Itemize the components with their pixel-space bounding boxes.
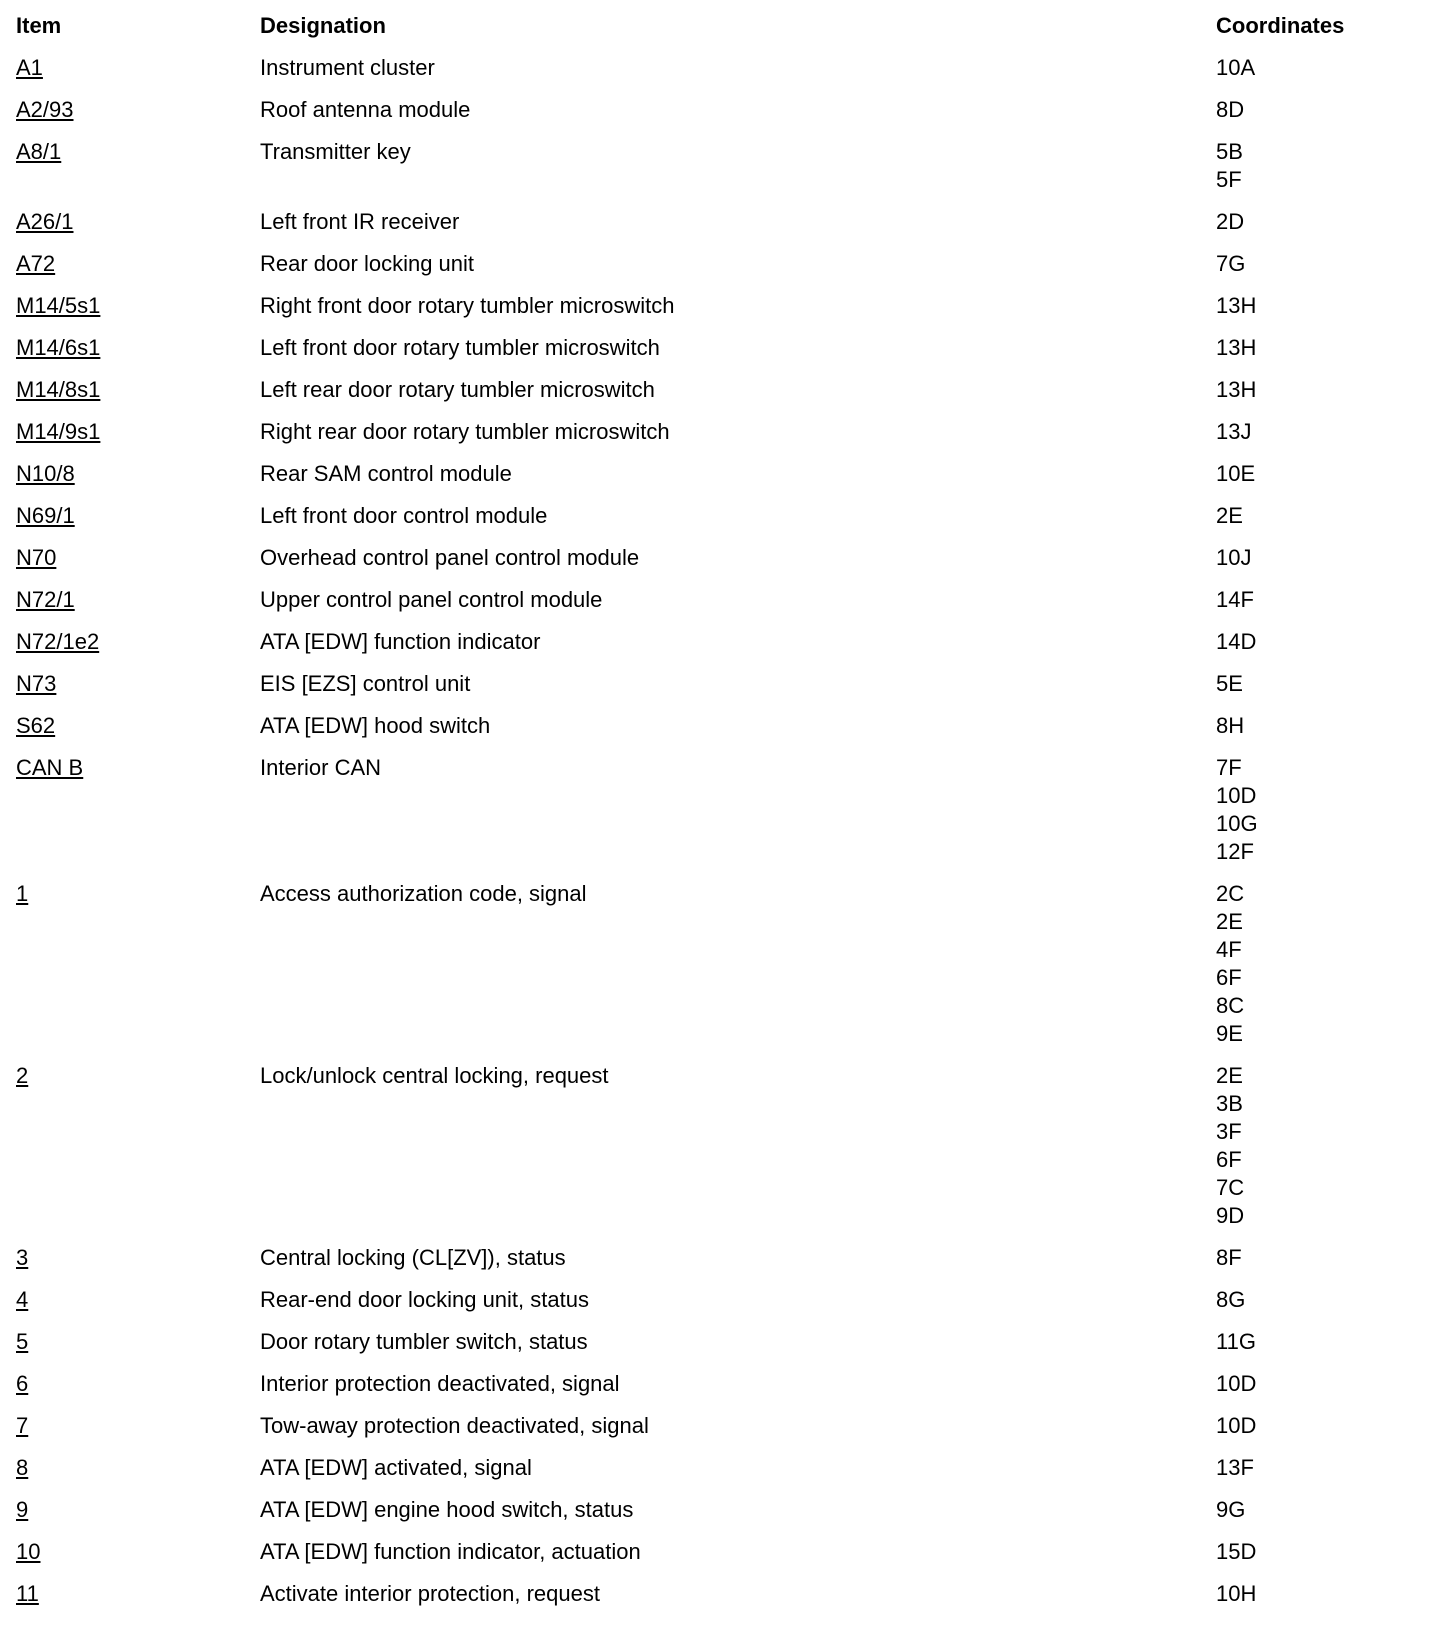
coordinate-value: 9D bbox=[1216, 1203, 1245, 1228]
coordinate-value: 10D bbox=[1216, 783, 1257, 808]
table-body bbox=[16, 54, 1426, 1622]
designation-cell: Right front door rotary tumbler microswitch bbox=[260, 293, 675, 318]
coordinate-value: 10A bbox=[1216, 55, 1256, 80]
item-cell bbox=[16, 96, 260, 124]
coordinate-value: 8C bbox=[1216, 993, 1245, 1018]
item-link[interactable]: 5 bbox=[16, 1329, 29, 1354]
item-link[interactable]: 2 bbox=[16, 1063, 29, 1088]
header-coordinates: Coordinates bbox=[1216, 13, 1345, 38]
coordinate-value: 2C bbox=[1216, 881, 1245, 906]
designation-cell: ATA [EDW] function indicator bbox=[260, 629, 541, 654]
header-designation: Designation bbox=[260, 13, 386, 38]
item-link[interactable]: A2/93 bbox=[16, 97, 74, 122]
designation-cell: Left front IR receiver bbox=[260, 209, 460, 234]
coordinate-value: 13F bbox=[1216, 1455, 1254, 1480]
coordinates-cell bbox=[1216, 1062, 1426, 1230]
item-cell bbox=[16, 1412, 260, 1440]
coordinate-value: 10D bbox=[1216, 1371, 1257, 1396]
item-cell bbox=[16, 586, 260, 614]
table-row bbox=[16, 670, 1426, 712]
coordinates-cell bbox=[1216, 670, 1426, 698]
coordinates-cell bbox=[1216, 1412, 1426, 1440]
table-row bbox=[16, 544, 1426, 586]
designation-cell: Rear SAM control module bbox=[260, 461, 512, 486]
designation-cell: Rear door locking unit bbox=[260, 251, 475, 276]
item-link[interactable]: A1 bbox=[16, 55, 43, 80]
table-row bbox=[16, 502, 1426, 544]
item-link[interactable]: N10/8 bbox=[16, 461, 75, 486]
coordinates-cell bbox=[1216, 1286, 1426, 1314]
item-link[interactable]: 11 bbox=[16, 1581, 39, 1606]
table-row bbox=[16, 250, 1426, 292]
table-header bbox=[16, 12, 1426, 54]
coordinate-value: 10G bbox=[1216, 811, 1258, 836]
table-row bbox=[16, 1244, 1426, 1286]
coordinate-value: 5E bbox=[1216, 671, 1243, 696]
coordinates-cell bbox=[1216, 418, 1426, 446]
item-cell bbox=[16, 1496, 260, 1524]
item-cell bbox=[16, 1580, 260, 1608]
item-link[interactable]: N70 bbox=[16, 545, 57, 570]
designation-cell: Tow-away protection deactivated, signal bbox=[260, 1413, 649, 1438]
item-link[interactable]: 1 bbox=[16, 881, 29, 906]
coordinate-value: 6F bbox=[1216, 1147, 1242, 1172]
item-link[interactable]: 4 bbox=[16, 1287, 29, 1312]
coordinates-cell bbox=[1216, 96, 1426, 124]
table-row bbox=[16, 1370, 1426, 1412]
table-row bbox=[16, 208, 1426, 250]
designation-cell: Left rear door rotary tumbler microswitch bbox=[260, 377, 655, 402]
item-cell bbox=[16, 1062, 260, 1090]
designation-cell: Activate interior protection, request bbox=[260, 1581, 600, 1606]
table-row bbox=[16, 880, 1426, 1062]
coordinates-cell bbox=[1216, 292, 1426, 320]
item-link[interactable]: N72/1 bbox=[16, 587, 75, 612]
item-link[interactable]: 7 bbox=[16, 1413, 29, 1438]
item-link[interactable]: 8 bbox=[16, 1455, 29, 1480]
designation-cell: Overhead control panel control module bbox=[260, 545, 640, 570]
coordinate-value: 9G bbox=[1216, 1497, 1246, 1522]
coordinates-cell bbox=[1216, 1244, 1426, 1272]
designation-cell: Rear-end door locking unit, status bbox=[260, 1287, 589, 1312]
coordinates-cell bbox=[1216, 502, 1426, 530]
coordinate-value: 5B bbox=[1216, 139, 1243, 164]
table-row bbox=[16, 376, 1426, 418]
coordinate-value: 15D bbox=[1216, 1539, 1257, 1564]
item-link[interactable]: A8/1 bbox=[16, 139, 62, 164]
coordinates-cell bbox=[1216, 334, 1426, 362]
coordinate-value: 8G bbox=[1216, 1287, 1246, 1312]
item-cell bbox=[16, 1286, 260, 1314]
coordinate-value: 10H bbox=[1216, 1581, 1257, 1606]
item-cell bbox=[16, 334, 260, 362]
item-cell bbox=[16, 54, 260, 82]
table-row bbox=[16, 460, 1426, 502]
item-cell bbox=[16, 460, 260, 488]
coordinates-cell bbox=[1216, 138, 1426, 194]
coordinate-value: 13J bbox=[1216, 419, 1252, 444]
item-link[interactable]: 10 bbox=[16, 1539, 41, 1564]
item-cell bbox=[16, 208, 260, 236]
item-cell bbox=[16, 376, 260, 404]
designation-cell: Interior CAN bbox=[260, 755, 382, 780]
table-row bbox=[16, 334, 1426, 376]
designation-cell: Upper control panel control module bbox=[260, 587, 603, 612]
coordinates-cell bbox=[1216, 1328, 1426, 1356]
coordinates-cell bbox=[1216, 880, 1426, 1048]
coordinates-cell bbox=[1216, 712, 1426, 740]
coordinates-cell bbox=[1216, 54, 1426, 82]
designation-cell: Left front door control module bbox=[260, 503, 548, 528]
item-link[interactable]: M14/9s1 bbox=[16, 419, 101, 444]
item-cell bbox=[16, 250, 260, 278]
designation-cell: Central locking (CL[ZV]), status bbox=[260, 1245, 566, 1270]
table-row bbox=[16, 1538, 1426, 1580]
item-link[interactable]: 3 bbox=[16, 1245, 29, 1270]
item-cell bbox=[16, 712, 260, 740]
designation-cell: ATA [EDW] activated, signal bbox=[260, 1455, 532, 1480]
coordinate-value: 2D bbox=[1216, 209, 1245, 234]
coordinates-cell bbox=[1216, 460, 1426, 488]
coordinates-cell bbox=[1216, 376, 1426, 404]
item-cell bbox=[16, 1370, 260, 1398]
item-cell bbox=[16, 1328, 260, 1356]
item-link[interactable]: N69/1 bbox=[16, 503, 75, 528]
coordinate-value: 3F bbox=[1216, 1119, 1242, 1144]
coordinates-cell bbox=[1216, 1580, 1426, 1608]
coordinate-value: 10J bbox=[1216, 545, 1252, 570]
item-link[interactable]: 6 bbox=[16, 1371, 29, 1396]
item-link[interactable]: A26/1 bbox=[16, 209, 74, 234]
coordinates-cell bbox=[1216, 208, 1426, 236]
coordinate-value: 13H bbox=[1216, 377, 1257, 402]
designation-cell: ATA [EDW] engine hood switch, status bbox=[260, 1497, 634, 1522]
coordinate-value: 3B bbox=[1216, 1091, 1243, 1116]
item-link[interactable]: 9 bbox=[16, 1497, 29, 1522]
item-link[interactable]: S62 bbox=[16, 713, 56, 738]
item-link[interactable]: M14/5s1 bbox=[16, 293, 101, 318]
legend-table bbox=[16, 12, 1426, 1622]
coordinate-value: 8D bbox=[1216, 97, 1245, 122]
item-cell bbox=[16, 418, 260, 446]
item-link[interactable]: CAN B bbox=[16, 755, 84, 780]
designation-cell: Left front door rotary tumbler microswitch bbox=[260, 335, 660, 360]
coordinates-cell bbox=[1216, 754, 1426, 866]
table-row bbox=[16, 96, 1426, 138]
table-row bbox=[16, 138, 1426, 208]
designation-cell: Door rotary tumbler switch, status bbox=[260, 1329, 588, 1354]
item-cell bbox=[16, 292, 260, 320]
designation-cell: Interior protection deactivated, signal bbox=[260, 1371, 620, 1396]
table-row bbox=[16, 1062, 1426, 1244]
coordinates-cell bbox=[1216, 250, 1426, 278]
coordinate-value: 14D bbox=[1216, 629, 1257, 654]
table-row bbox=[16, 1580, 1426, 1622]
item-cell bbox=[16, 138, 260, 166]
designation-cell: Access authorization code, signal bbox=[260, 881, 587, 906]
coordinate-value: 6F bbox=[1216, 965, 1242, 990]
coordinate-value: 10E bbox=[1216, 461, 1256, 486]
item-cell bbox=[16, 628, 260, 656]
coordinate-value: 9E bbox=[1216, 1021, 1243, 1046]
designation-cell: Instrument cluster bbox=[260, 55, 435, 80]
table-row bbox=[16, 712, 1426, 754]
table-row bbox=[16, 628, 1426, 670]
coordinate-value: 14F bbox=[1216, 587, 1254, 612]
coordinates-cell bbox=[1216, 1496, 1426, 1524]
item-cell bbox=[16, 670, 260, 698]
item-cell bbox=[16, 880, 260, 908]
table-row bbox=[16, 1328, 1426, 1370]
designation-cell: EIS [EZS] control unit bbox=[260, 671, 471, 696]
item-cell bbox=[16, 1454, 260, 1482]
coordinate-value: 2E bbox=[1216, 1063, 1243, 1088]
coordinate-value: 4F bbox=[1216, 937, 1242, 962]
item-link[interactable]: N73 bbox=[16, 671, 57, 696]
coordinates-cell bbox=[1216, 544, 1426, 572]
table-row bbox=[16, 1412, 1426, 1454]
coordinate-value: 12F bbox=[1216, 839, 1254, 864]
coordinates-cell bbox=[1216, 1454, 1426, 1482]
table-row bbox=[16, 1496, 1426, 1538]
coordinate-value: 7G bbox=[1216, 251, 1246, 276]
coordinates-cell bbox=[1216, 1370, 1426, 1398]
item-cell bbox=[16, 754, 260, 782]
item-cell bbox=[16, 1538, 260, 1566]
designation-cell: Roof antenna module bbox=[260, 97, 471, 122]
item-link[interactable]: A72 bbox=[16, 251, 56, 276]
coordinate-value: 10D bbox=[1216, 1413, 1257, 1438]
header-item: Item bbox=[16, 13, 62, 38]
item-cell bbox=[16, 544, 260, 572]
item-cell bbox=[16, 502, 260, 530]
coordinates-cell bbox=[1216, 628, 1426, 656]
table-row bbox=[16, 1286, 1426, 1328]
table-row bbox=[16, 1454, 1426, 1496]
coordinate-value: 11G bbox=[1216, 1329, 1256, 1354]
coordinate-value: 2E bbox=[1216, 909, 1243, 934]
coordinate-value: 13H bbox=[1216, 293, 1257, 318]
table-row bbox=[16, 54, 1426, 96]
table-row bbox=[16, 418, 1426, 460]
item-link[interactable]: M14/8s1 bbox=[16, 377, 101, 402]
table-row bbox=[16, 754, 1426, 880]
item-link[interactable]: N72/1e2 bbox=[16, 629, 100, 654]
designation-cell: Transmitter key bbox=[260, 139, 411, 164]
table-row bbox=[16, 292, 1426, 334]
coordinates-cell bbox=[1216, 1538, 1426, 1566]
table-row bbox=[16, 586, 1426, 628]
item-link[interactable]: M14/6s1 bbox=[16, 335, 101, 360]
designation-cell: ATA [EDW] hood switch bbox=[260, 713, 491, 738]
coordinate-value: 7F bbox=[1216, 755, 1242, 780]
coordinate-value: 2E bbox=[1216, 503, 1243, 528]
designation-cell: ATA [EDW] function indicator, actuation bbox=[260, 1539, 641, 1564]
designation-cell: Lock/unlock central locking, request bbox=[260, 1063, 609, 1088]
coordinate-value: 5F bbox=[1216, 167, 1242, 192]
coordinate-value: 7C bbox=[1216, 1175, 1245, 1200]
coordinate-value: 13H bbox=[1216, 335, 1257, 360]
designation-cell: Right rear door rotary tumbler microswitch bbox=[260, 419, 670, 444]
coordinate-value: 8H bbox=[1216, 713, 1245, 738]
coordinates-cell bbox=[1216, 586, 1426, 614]
item-cell bbox=[16, 1244, 260, 1272]
coordinate-value: 8F bbox=[1216, 1245, 1242, 1270]
